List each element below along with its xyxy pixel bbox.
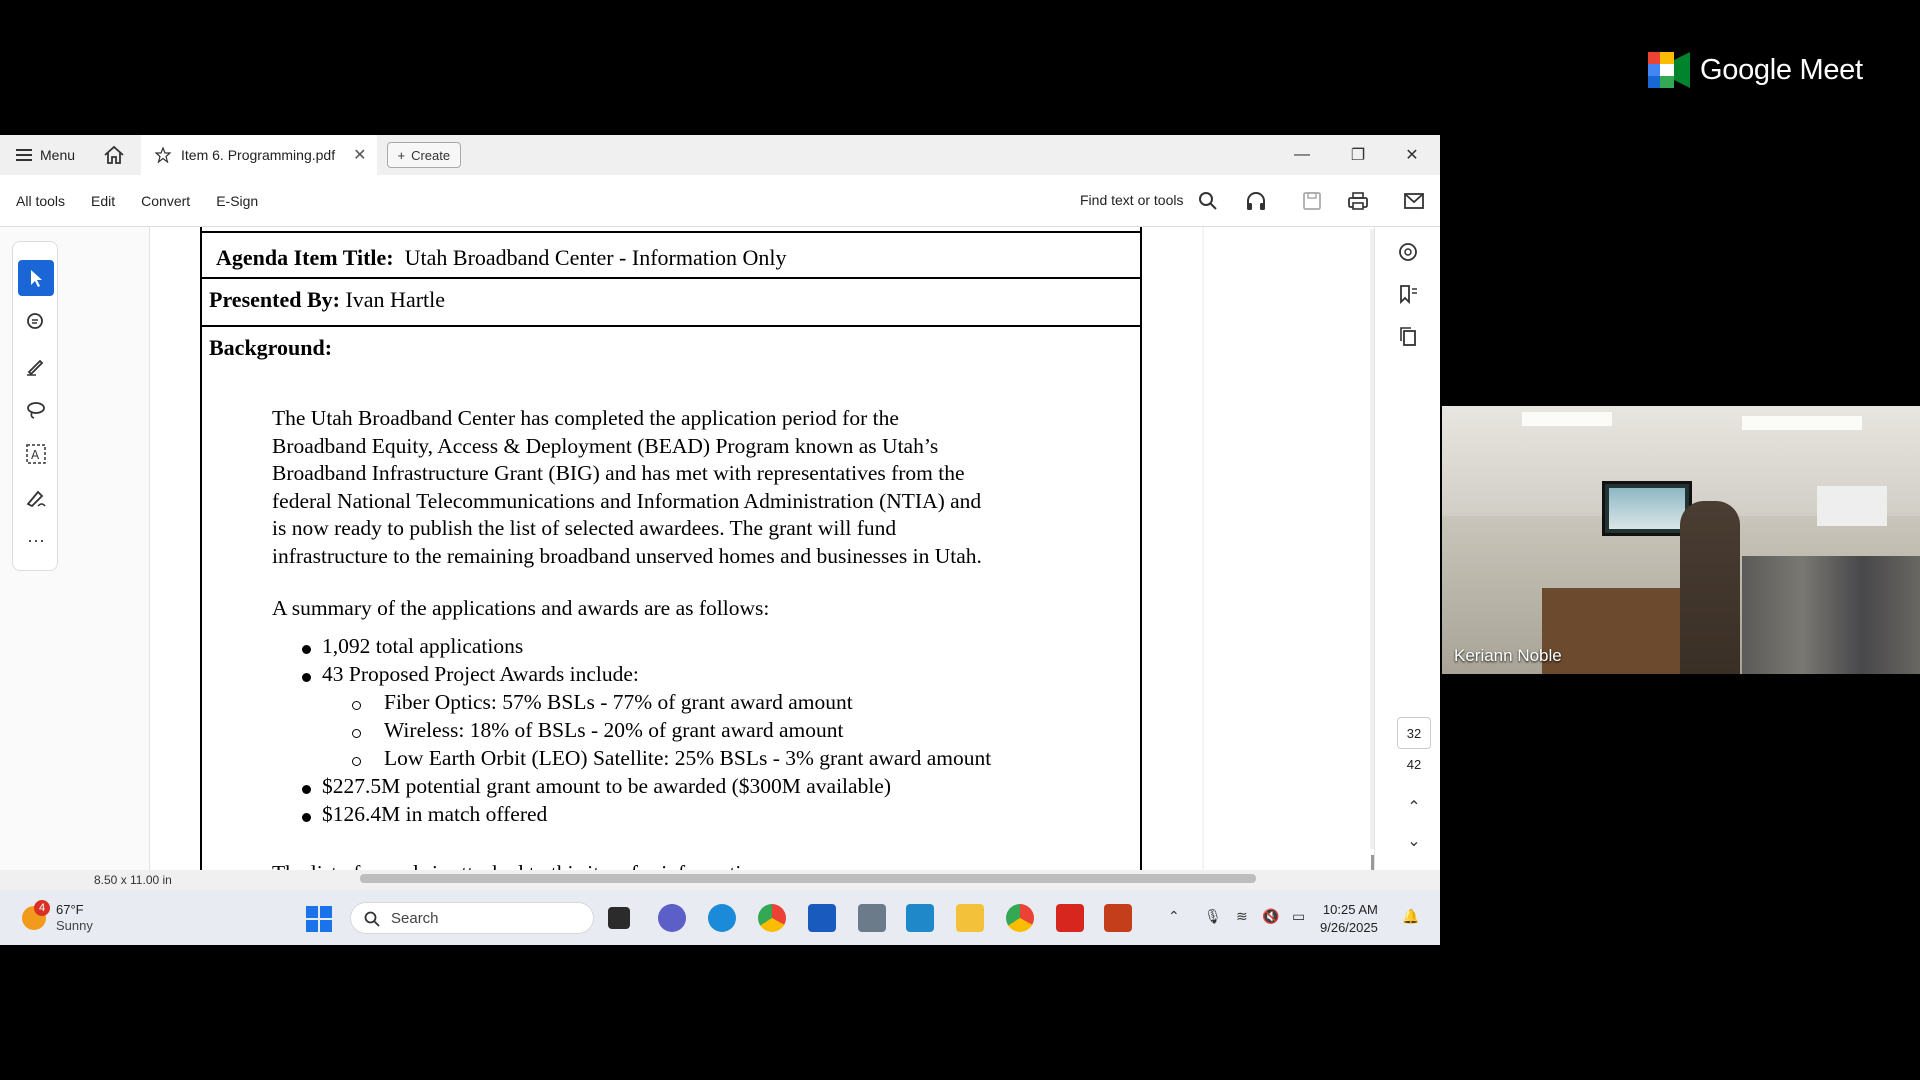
meet-brand-text: Google Meet (1700, 53, 1863, 86)
star-icon[interactable] (155, 147, 171, 163)
participant-name: Keriann Noble (1454, 646, 1562, 665)
bookmark-icon[interactable] (1397, 283, 1419, 305)
google-meet-logo (1648, 50, 1868, 90)
right-pane (1374, 227, 1440, 887)
presented-by (209, 287, 445, 313)
more-tools-icon[interactable]: ··· (27, 530, 45, 550)
esign-button[interactable]: E-Sign (216, 192, 259, 209)
background-heading: Background: (209, 335, 333, 360)
chrome-icon[interactable] (758, 904, 786, 932)
windows-start-icon[interactable] (306, 906, 332, 932)
agenda-item-title (216, 245, 786, 271)
page-down-icon[interactable]: ⌄ (1407, 833, 1421, 850)
bullet-dot (302, 785, 311, 794)
bullet-dot (302, 813, 311, 822)
plus-icon: + (397, 147, 406, 163)
email-icon[interactable] (1402, 189, 1426, 213)
video-tv (1602, 481, 1692, 536)
weather-badge: 4 (34, 900, 50, 916)
pages-icon[interactable] (1397, 325, 1419, 347)
agenda-row (202, 231, 1140, 279)
bullet-dot (302, 673, 311, 682)
agenda-table (200, 227, 1142, 887)
paragraph-line: The Utah Broadband Center has completed the application period for the (272, 406, 899, 430)
background-paragraph (272, 405, 1112, 571)
speaker-muted-icon[interactable]: 🔇 (1262, 908, 1280, 924)
video-window (1817, 486, 1887, 526)
lasso-icon[interactable] (24, 398, 48, 422)
total-pages: 42 (1406, 757, 1422, 772)
wifi-icon[interactable]: ≋ (1236, 908, 1248, 924)
minimize-icon[interactable]: — (1294, 146, 1310, 163)
clock-time: 10:25 AM (1322, 902, 1378, 917)
close-window-icon[interactable]: ✕ (1405, 147, 1419, 164)
notification-icon[interactable]: 🔔 (1402, 908, 1420, 924)
weather-widget[interactable] (22, 900, 142, 936)
edit-button[interactable]: Edit (91, 192, 116, 209)
sub-bullet-wireless: Wireless: 18% of BSLs - 20% of grant award amount (384, 718, 844, 742)
page-size: 8.50 x 11.00 in (94, 873, 172, 887)
powerpoint-icon[interactable] (1104, 904, 1132, 932)
paragraph-line: federal National Telecommunications and Information Administration (NTIA) and (272, 488, 982, 513)
video-podium (1542, 588, 1692, 674)
current-page-field[interactable]: 32 (1397, 717, 1431, 749)
ai-assistant-icon[interactable] (1397, 241, 1419, 263)
page-up-icon[interactable]: ⌃ (1407, 799, 1421, 816)
acrobat-window (0, 135, 1440, 945)
document-viewport[interactable] (150, 227, 1204, 887)
all-tools-button[interactable]: All tools (16, 192, 66, 209)
cursor-icon[interactable] (24, 266, 48, 290)
paragraph-line: is now ready to publish the list of selected awardees. The grant will fund (272, 516, 897, 541)
microphone-icon[interactable]: 🎙 (1204, 908, 1222, 924)
menu-label: Menu (40, 147, 76, 163)
sub-bullet-circle (352, 729, 361, 738)
taskbar-search[interactable] (350, 902, 594, 934)
comment-icon[interactable] (24, 310, 48, 334)
sub-bullet-leo: Low Earth Orbit (LEO) Satellite: 25% BSLs - 3% grant award amount (384, 746, 992, 770)
horizontal-scrollbar[interactable] (360, 874, 1256, 883)
agenda-value: Utah Broadband Center - Information Only (404, 245, 787, 270)
bullet-dot (302, 645, 311, 654)
quick-tools-rail (12, 241, 58, 571)
weather-condition: Sunny (56, 918, 93, 933)
save-icon[interactable] (1300, 189, 1324, 213)
system-clock[interactable] (1320, 901, 1378, 937)
main-toolbar (0, 175, 1440, 227)
create-button[interactable] (387, 142, 462, 168)
participant-video-tile[interactable] (1442, 406, 1920, 674)
convert-button[interactable]: Convert (141, 192, 191, 209)
clock-date: 9/26/2025 (1320, 920, 1378, 935)
menu-button[interactable] (16, 147, 75, 163)
bullet-awards: 43 Proposed Project Awards include: (322, 662, 639, 686)
video-light (1742, 416, 1862, 430)
battery-icon[interactable]: ▭ (1292, 908, 1306, 924)
summary-intro: A summary of the applications and awards are as follows: (272, 596, 770, 620)
bullet-grant-amount: $227.5M potential grant amount to be awarded ($300M available) (322, 774, 891, 798)
paragraph-line: Broadband Infrastructure Grant (BIG) and has met with representatives from the (272, 461, 965, 486)
paragraph-line: infrastructure to the remaining broadband unserved homes and businesses in Utah. (272, 543, 982, 568)
svg-text:A: A (31, 448, 40, 462)
video-audience (1742, 556, 1920, 674)
temperature: 67°F (56, 902, 84, 917)
search-placeholder: Search (391, 910, 439, 927)
tab-title: Item 6. Programming.pdf (181, 147, 336, 163)
calculator-icon[interactable] (858, 904, 886, 932)
left-tool-pane (0, 227, 150, 887)
print-icon[interactable] (1346, 189, 1370, 213)
create-label: Create (411, 147, 451, 163)
outlook-icon[interactable] (906, 904, 934, 932)
title-bar (0, 135, 1440, 175)
paragraph-line: Broadband Equity, Access & Deployment (BEAD) Program known as Utah’s (272, 433, 939, 458)
pdf-page (150, 227, 1202, 887)
edge-icon[interactable] (708, 904, 736, 932)
headphones-icon[interactable] (1244, 189, 1268, 213)
presented-label: Presented By: (209, 287, 340, 312)
home-icon[interactable] (103, 145, 125, 165)
windows-taskbar (0, 890, 1440, 945)
video-speaker (1680, 501, 1740, 674)
sub-bullet-fiber: Fiber Optics: 57% BSLs - 77% of grant award amount (384, 690, 853, 714)
word-icon[interactable] (808, 904, 836, 932)
search-icon[interactable] (1196, 189, 1220, 213)
presented-value: Ivan Hartle (345, 287, 446, 312)
teams-icon[interactable] (658, 904, 686, 932)
bullet-match: $126.4M in match offered (322, 802, 548, 826)
file-explorer-icon[interactable] (956, 904, 984, 932)
fill-sign-icon[interactable] (24, 486, 48, 510)
bullet-applications: 1,092 total applications (322, 634, 524, 658)
acrobat-icon[interactable] (1056, 904, 1084, 932)
agenda-label: Agenda Item Title: (216, 245, 394, 270)
chrome-profile-icon[interactable] (1006, 904, 1034, 932)
tab-close-icon[interactable]: ✕ (353, 147, 367, 164)
sub-bullet-circle (352, 701, 361, 710)
task-view-icon[interactable] (608, 907, 630, 929)
sub-bullet-circle (352, 757, 361, 766)
video-light (1522, 412, 1612, 426)
status-bar (0, 870, 1440, 890)
text-select-icon[interactable] (24, 442, 48, 466)
search-icon (363, 910, 381, 928)
find-text-button[interactable]: Find text or tools (1080, 192, 1184, 208)
tray-overflow-icon[interactable]: ⌃ (1168, 908, 1180, 924)
hamburger-icon (16, 149, 32, 161)
highlight-pen-icon[interactable] (24, 354, 48, 378)
restore-icon[interactable]: ❐ (1350, 147, 1366, 164)
meet-camera-icon (1648, 52, 1690, 88)
tab-document[interactable] (141, 135, 376, 175)
